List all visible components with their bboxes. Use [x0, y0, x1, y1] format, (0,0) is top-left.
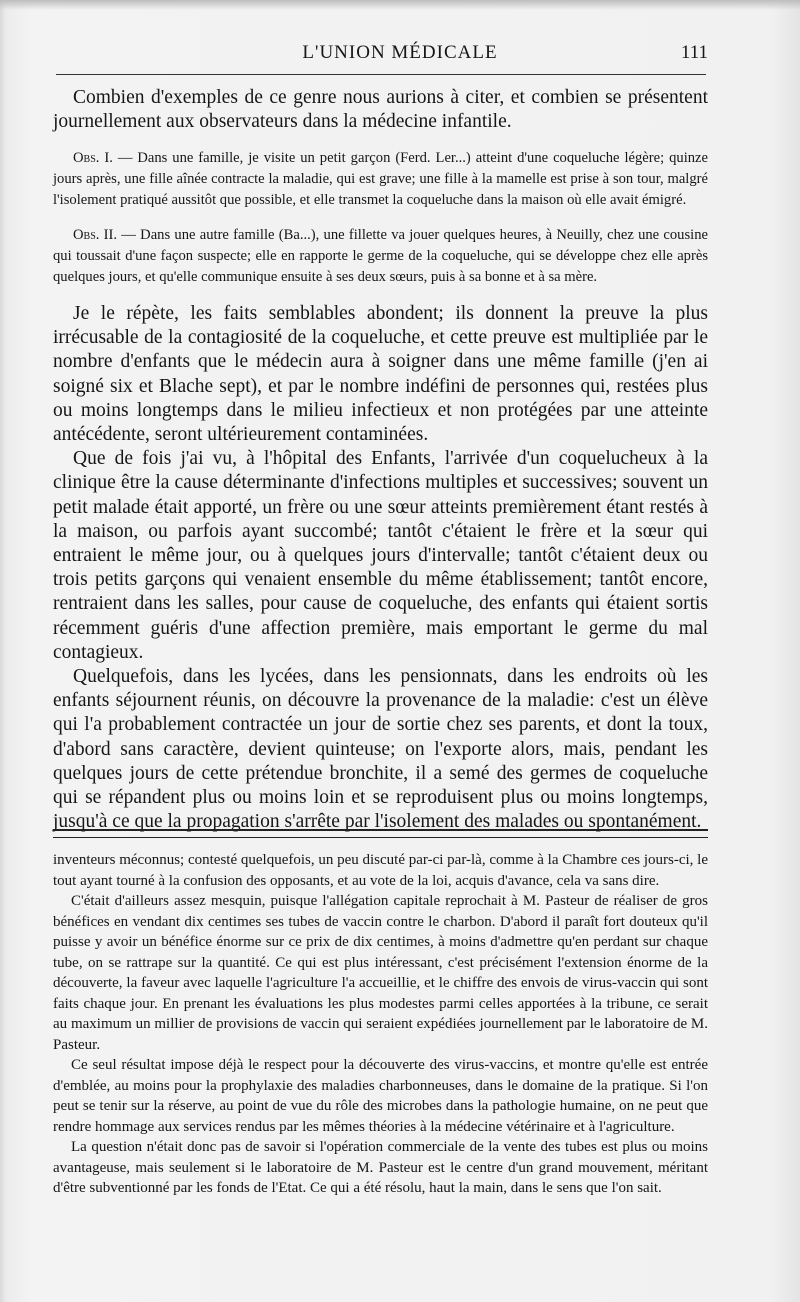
intro-paragraph: Combien d'exemples de ce genre nous aurions à citer, et combien se présentent journellement aux observateurs dans la médecine infantile.: [53, 87, 708, 132]
running-header-title: L'UNION MÉDICALE: [302, 42, 498, 63]
body-paragraph-1: Je le répète, les faits semblables abondent; ils donnent la preuve la plus irrécusable de la contagiosité de la coqueluche, et cette preuve est multipliée par le nombre d'enfants que le médecin aura à soigner dans une même famille (j'en ai soigné six et Blache sept), et par le nombre indéfini de personnes qui, restées plus ou moins longtemps dans le milieu infectieux et non protégées par une atteinte antécédente, seront ultérieurement contaminées.: [53, 303, 708, 446]
feuilleton-paragraph-4: La question n'était donc pas de savoir si l'opération commerciale de la vente des tubes est plus ou moins avantageuse, mais seulement si le laboratoire de M. Pasteur est le centre d'un grand mouvement, méritant d'être subventionné par les fonds de l'Etat. Ce qui a été résolu, haut la main, dans le sens que l'on sait.: [53, 1139, 708, 1196]
page-number: 111: [680, 42, 708, 63]
feuilleton-paragraph-3: Ce seul résultat impose déjà le respect pour la découverte des virus-vaccins, et montre qu'elle est entrée d'emblée, au moins pour la prophylaxie des maladies charbonneuses, dans le domaine de la pratique. Si l'on peut se tenir sur la réserve, au point de vue du rôle des microbes dans la pathologie humaine, on ne peut que rendre hommage aux services rendus par les mêmes théories à la médecine vétérinaire et à l'agriculture.: [53, 1057, 708, 1135]
header-rule: [56, 74, 706, 75]
feuilleton-paragraph-1: inventeurs méconnus; contesté quelquefois, un peu discuté par-ci par-là, comme à la Chambre ces jours-ci, le tout ayant tourné à la confusion des opposants, et au vote de la loi, acquis d'avance, cela va sans dire.: [53, 852, 709, 889]
feuilleton-separator: [53, 829, 708, 838]
main-text: [53, 86, 708, 834]
observation-2-text: — Dans une autre famille (Ba...), une fillette va jouer quelques heures, à Neuilly, chez une cousine qui toussait d'une façon suspecte; elle en rapporte le germe de la coqueluche, qui se développe chez elle après quelques jours, et qu'elle communique ensuite à ses deux sœurs, puis à sa bonne et à sa mère.: [53, 227, 708, 285]
observation-1-text: — Dans une famille, je visite un petit garçon (Ferd. Ler...) atteint d'une coqueluche légère; quinze jours après, une fille aînée contracte la maladie, qui est grave; une fille à la mamelle est prise à son tour, malgré l'isolement pratiqué aussitôt que possible, et elle transmet la coqueluche dans la maison où elle avait émigré.: [53, 150, 709, 208]
page-edge-shadow: [0, 0, 800, 10]
body-paragraph-3: Quelquefois, dans les lycées, dans les pensionnats, dans les endroits où les enfants séjournent réunis, on découvre la provenance de la maladie: c'est un élève qui l'a probablement contractée un jour de sortie chez ses parents, et dont la toux, d'abord sans caractère, devient quinteuse; on l'exporte alors, mais, pendant les quelques jours de cette prétendue bronchite, il a semé des germes de coqueluche qui se répandent plus ou moins loin et se reproduisent plus ou moins longtemps, jusqu'à ce que la propagation s'arrête par l'isolement des malades ou spontanément.: [53, 666, 708, 833]
observation-1-label: Obs. I.: [73, 150, 113, 166]
body-paragraph-2: Que de fois j'ai vu, à l'hôpital des Enfants, l'arrivée d'un coquelucheux à la clinique être la cause déterminante d'infections multiples et successives; souvent un petit malade était apporté, un frère ou une sœur atteints premièrement étant restés à la maison, ou parfois ayant succombé; tantôt c'étaient le frère et la sœur qui entraient le même jour, ou à quelques jours d'intervalle; tantôt c'étaient deux ou trois petits garçons qui venaient ensemble du même établissement; tantôt encore, rentraient dans les salles, pour cause de coqueluche, des enfants qui étaient sortis récemment guéris d'une affection première, mais emportant le germe du mal contagieux.: [53, 448, 708, 663]
observation-2: [53, 225, 708, 288]
feuilleton-paragraph-2: C'était d'ailleurs assez mesquin, puisque l'allégation capitale reprochait à M. Pasteur de réaliser de gros bénéfices en vendant dix centimes ses tubes de vaccin contre le charbon. D'abord il paraît fort douteux qu'il puisse y avoir un bénéfice énorme sur ce prix de dix centimes, à moins d'admettre qu'en perdant sur chaque tube, on se rattrape sur la quantité. Ce qui est plus intéressant, c'est précisément l'extension énorme de la découverte, la faveur avec laquelle l'agriculture l'a accueillie, et le chiffre des envois de virus-vaccin qui sont faits chaque jour. En prenant les évaluations les plus modestes parmi celles apportées à la tribune, ce serait au maximum un millier de provisions de vaccin qui seraient expédiées journellement par le laboratoire de M. Pasteur.: [53, 893, 708, 1053]
observation-2-label: Obs. II.: [73, 227, 118, 243]
feuilleton-text: [53, 850, 708, 1199]
observation-1: [53, 148, 708, 211]
